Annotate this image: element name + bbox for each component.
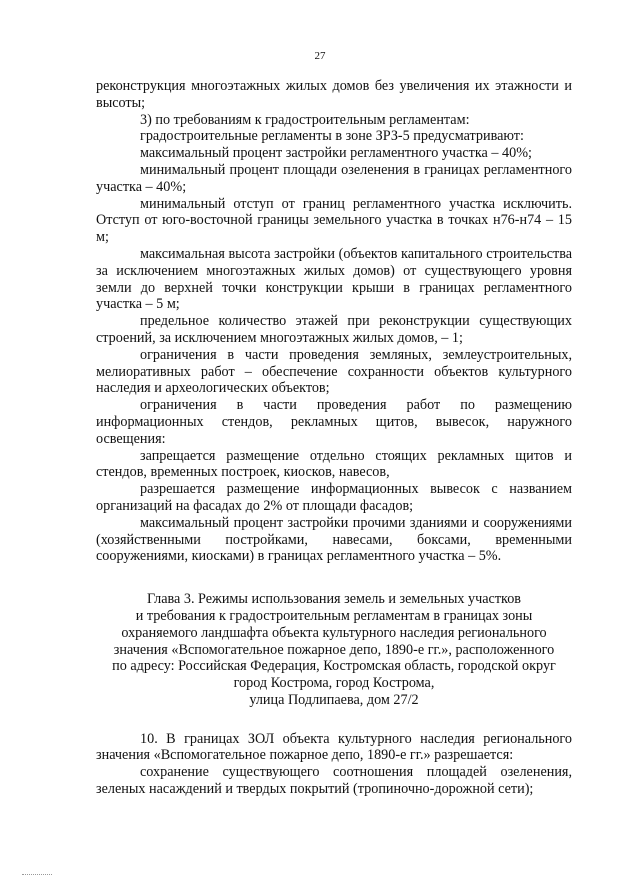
paragraph: максимальная высота застройки (объектов капитального строительства за исключением многоэтажных жилых домов) от существующего уровня земли до верхней точки конструкции крыши в границах регламентного участка – 5 м; [96, 245, 572, 313]
paragraph: 10. В границах ЗОЛ объекта культурного наследия регионального значения «Вспомогательное пожарное депо, 1890-е гг.» разрешается: [96, 730, 572, 764]
document-body [96, 78, 572, 798]
chapter-heading-line: охраняемого ландшафта объекта культурного наследия регионального [121, 624, 547, 641]
chapter-heading-line: значения «Вспомогательное пожарное депо, 1890-е гг.», расположенного [113, 641, 555, 658]
paragraph: максимальный процент застройки регламентного участка – 40%; [140, 145, 532, 162]
paragraph: ограничения в части проведения работ по размещению информационных стендов, рекламных щитов, вывесок, наружного освещения: [96, 397, 572, 447]
paragraph: запрещается размещение отдельно стоящих рекламных щитов и стендов, временных построек, киосков, навесов, [96, 447, 572, 481]
page-number: 27 [314, 50, 326, 62]
paragraph: максимальный процент застройки прочими зданиями и сооружениями (хозяйственными постройками, навесами, боксами, временными сооружениями, киосками) в границах регламентного участка – 5%. [96, 514, 572, 565]
scan-artifact [22, 874, 52, 876]
paragraph: минимальный процент площади озеленения в границах регламентного участка – 40%; [96, 161, 572, 195]
paragraph: реконструкция многоэтажных жилых домов без увеличения их этажности и высоты; [96, 78, 572, 111]
chapter-heading-line: и требования к градостроительным регламентам в границах зоны [135, 607, 533, 624]
paragraph: разрешается размещение информационных вывесок с названием организаций на фасадах до 2% от площади фасадов; [96, 481, 572, 514]
paragraph: градостроительные регламенты в зоне ЗРЗ-5 предусматривают: [140, 128, 524, 145]
chapter-heading-line: по адресу: Российская Федерация, Костромская область, городской округ [112, 658, 556, 675]
chapter-heading-line: Глава 3. Режимы использования земель и земельных участков [146, 591, 522, 608]
paragraph: минимальный отступ от границ регламентного участка исключить. Отступ от юго-восточной границы земельного участка в точках н76-н74 – 15 м; [96, 195, 572, 246]
paragraph: ограничения в части проведения земляных, землеустроительных, мелиоративных работ – обеспечение сохранности объектов культурного наследия и археологических объектов; [96, 346, 572, 397]
paragraph: 3) по требованиям к градостроительным регламентам: [140, 111, 470, 128]
chapter-heading-line: город Кострома, город Кострома, [233, 675, 435, 692]
paragraph: предельное количество этажей при реконструкции существующих строений, за исключением многоэтажных жилых домов, – 1; [96, 313, 572, 346]
chapter-heading [96, 591, 572, 709]
paragraph: сохранение существующего соотношения площадей озеленения, зеленых насаждений и твердых покрытий (тропиночно-дорожной сети); [96, 764, 572, 798]
chapter-heading-line: улица Подлипаева, дом 27/2 [249, 691, 419, 708]
